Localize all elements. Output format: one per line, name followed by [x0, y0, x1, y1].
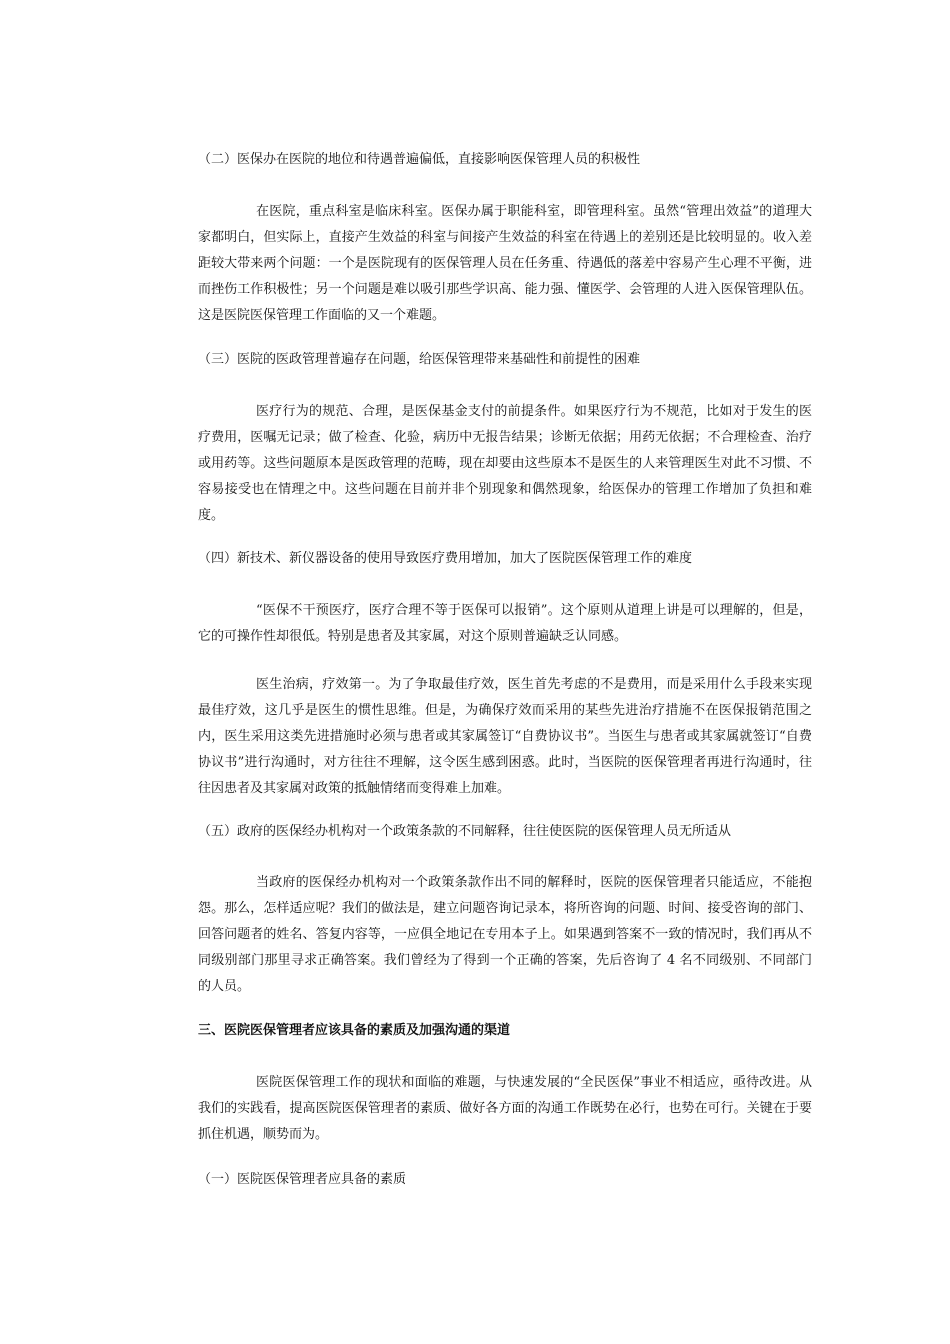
- section-heading-4: （四）新技术、新仪器设备的使用导致医疗费用增加，加大了医院医保管理工作的难度: [198, 551, 693, 566]
- chapter-heading-3: 三、医院医保管理者应该具备的素质及加强沟通的渠道: [198, 1023, 511, 1038]
- paragraph-doctor-treatment: 医生治病，疗效第一。为了争取最佳疗效，医生首先考虑的不是费用，而是采用什么手段来实现最佳疗效，这几乎是医生的惯性思维。但是，为确保疗效而采用的某些先进治疗措施不在医保报销范围之内，医生采用这类先进措施时必须与患者或其家属签订“自费协议书”。当医生与患者或其家属就签订“自费协议书”进行沟通时，对方往往不理解，这令医生感到困惑。此时，当医院的医保管理者再进行沟通时，往往因患者及其家属对政策的抵触情绪而变得难上加难。: [198, 677, 812, 796]
- paragraph-policy-interpretation: 当政府的医保经办机构对一个政策条款作出不同的解释时，医院的医保管理者只能适应，不能抱怨。那么，怎样适应呢？我们的做法是，建立问题咨询记录本，将所咨询的问题、时间、接受咨询的部门、回答问题者的姓名、答复内容等，一应俱全地记在专用本子上。如果遇到答案不一致的情况时，我们再从不同级别部门那里寻求正确答案。我们曾经为了得到一个正确的答案，先后咨询了 4 名不同级别、不同部门的人员。: [198, 875, 812, 994]
- section-heading-5: （五）政府的医保经办机构对一个政策条款的不同解释，往往使医院的医保管理人员无所适从: [198, 824, 732, 839]
- paragraph-current-status: 医院医保管理工作的现状和面临的难题，与快速发展的“全民医保”事业不相适应，亟待改进。从我们的实践看，提高医院医保管理者的素质、做好各方面的沟通工作既势在必行，也势在可行。关键在于要抓住机遇，顺势而为。: [198, 1075, 812, 1142]
- section-heading-2: （二）医保办在医院的地位和待遇普遍偏低，直接影响医保管理人员的积极性: [198, 152, 641, 167]
- section-heading-1: （一）医院医保管理者应具备的素质: [198, 1172, 407, 1187]
- paragraph-medical-behavior: 医疗行为的规范、合理，是医保基金支付的前提条件。如果医疗行为不规范，比如对于发生的医疗费用，医嘱无记录；做了检查、化验，病历中无报告结果；诊断无依据；用药无依据；不合理检查、治疗或用药等。这些问题原本是医政管理的范畴，现在却要由这些原本不是医生的人来管理医生对此不习惯、不容易接受也在情理之中。这些问题在目前并非个别现象和偶然现象，给医保办的管理工作增加了负担和难度。: [198, 404, 812, 523]
- section-heading-3: （三）医院的医政管理普遍存在问题，给医保管理带来基础性和前提性的困难: [198, 352, 641, 367]
- paragraph-principle: “医保不干预医疗，医疗合理不等于医保可以报销”。这个原则从道理上讲是可以理解的，但是，它的可操作性却很低。特别是患者及其家属，对这个原则普遍缺乏认同感。: [198, 603, 812, 644]
- paragraph-hospital-status: 在医院，重点科室是临床科室。医保办属于职能科室，即管理科室。虽然“管理出效益”的道理大家都明白，但实际上，直接产生效益的科室与间接产生效益的科室在待遇上的差别还是比较明显的。收入差距较大带来两个问题：一个是医院现有的医保管理人员在任务重、待遇低的落差中容易产生心理不平衡，进而挫伤工作积极性；另一个问题是难以吸引那些学识高、能力强、懂医学、会管理的人进入医保管理队伍。这是医院医保管理工作面临的又一个难题。: [198, 204, 812, 323]
